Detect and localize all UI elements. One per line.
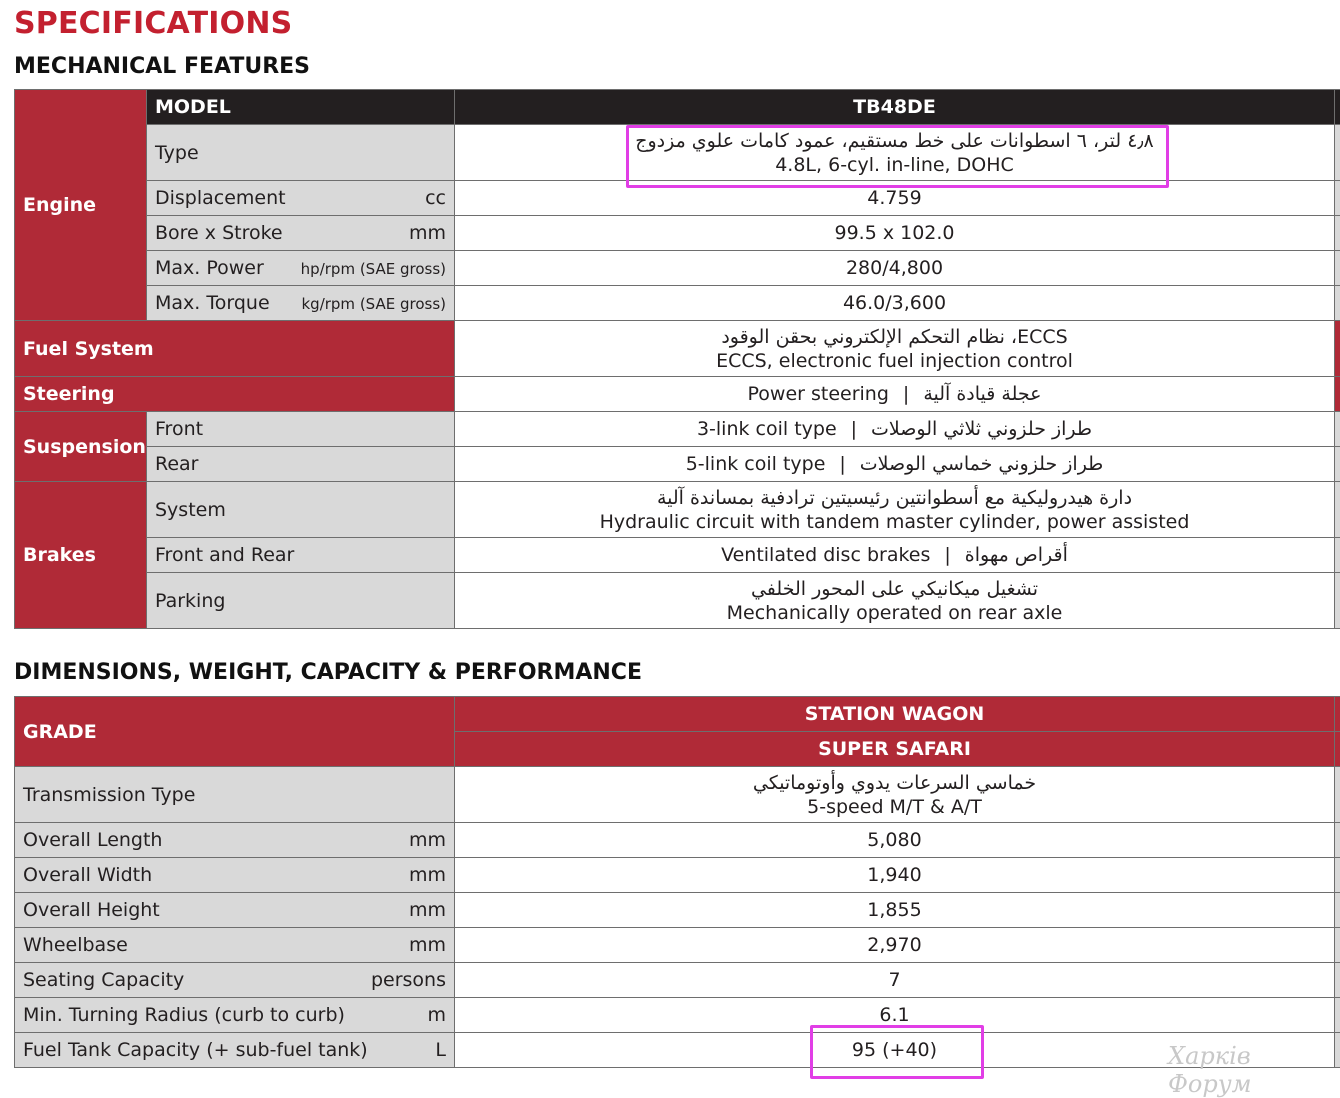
row-unit: m (427, 1004, 446, 1026)
row-label: Wheelbase (23, 934, 128, 956)
edge-cell (1335, 447, 1340, 482)
suspension-front-label: Front (147, 412, 455, 447)
displacement-unit: cc (425, 187, 446, 209)
model-value: TB48DE (455, 90, 1335, 125)
brakes-system-arabic: دارة هيدروليكية مع أسطوانتين رئيسيتين ترادفية بمساندة آلية (463, 486, 1326, 510)
table-row (15, 963, 455, 998)
engine-type-english: 4.8L, 6-cyl. in-line, DOHC (463, 153, 1326, 177)
brakes-system-english: Hydraulic circuit with tandem master cylinder, power assisted (463, 510, 1326, 534)
watermark: Харків Форум (1168, 1042, 1340, 1098)
row-value: 95 (+40) (455, 1033, 1335, 1068)
transmission-label: Transmission Type (15, 767, 455, 823)
max-power-value: 280/4,800 (455, 251, 1335, 286)
suspension-rear-arabic: طراز حلزوني خماسي الوصلات (860, 453, 1104, 475)
edge-cell (1335, 125, 1340, 181)
suspension-rear-english: 5-link coil type (686, 453, 826, 475)
engine-type-arabic: ٤٫٨ لتر، ٦ اسطوانات على خط مستقيم، عمود كامات علوي مزدوج (463, 129, 1326, 153)
row-value: 7 (455, 963, 1335, 998)
table-row (15, 823, 455, 858)
row-unit: mm (409, 934, 446, 956)
steering-separator: | (889, 383, 923, 405)
table-row (15, 928, 455, 963)
body-type: STATION WAGON (455, 697, 1335, 732)
edge-cell (1335, 90, 1340, 125)
edge-cell (1335, 823, 1340, 858)
fuel-system-arabic: ECCS، نظام التحكم الإلكتروني بحقن الوقود (463, 325, 1326, 349)
suspension-front-separator: | (837, 418, 871, 440)
suspension-front-arabic: طراز حلزوني ثلاثي الوصلات (871, 418, 1092, 440)
steering-arabic: عجلة قيادة آلية (923, 383, 1041, 405)
edge-cell (1335, 998, 1340, 1033)
brakes-front-rear-value (455, 538, 1335, 573)
bore-stroke-value: 99.5 x 102.0 (455, 216, 1335, 251)
transmission-arabic: خماسي السرعات يدوي وأوتوماتيكي (463, 771, 1326, 795)
row-label: Seating Capacity (23, 969, 184, 991)
brakes-system-label: System (147, 482, 455, 538)
table-row (15, 893, 455, 928)
brakes-parking-arabic: تشغيل ميكانيكي على المحور الخلفي (463, 577, 1326, 601)
grade-label: GRADE (15, 697, 455, 767)
max-power-cell (147, 251, 455, 286)
edge-cell (1335, 767, 1340, 823)
suspension-label: Suspension (15, 412, 147, 482)
brakes-front-rear-label: Front and Rear (147, 538, 455, 573)
row-unit: L (435, 1039, 446, 1061)
edge-cell (1335, 858, 1340, 893)
edge-cell (1335, 181, 1340, 216)
row-unit: mm (409, 864, 446, 886)
row-value: 2,970 (455, 928, 1335, 963)
steering-value (455, 377, 1335, 412)
brakes-label: Brakes (15, 482, 147, 629)
max-torque-unit: kg/rpm (SAE gross) (301, 295, 446, 313)
row-value: 5,080 (455, 823, 1335, 858)
transmission-value (455, 767, 1335, 823)
row-value: 6.1 (455, 998, 1335, 1033)
max-power-label: Max. Power (155, 257, 264, 279)
engine-type-highlight (626, 125, 1169, 188)
edge-cell (1335, 482, 1340, 538)
engine-label: Engine (15, 90, 147, 321)
suspension-front-english: 3-link coil type (697, 418, 837, 440)
grade-name: SUPER SAFARI (455, 732, 1335, 767)
dimensions-heading: DIMENSIONS, WEIGHT, CAPACITY & PERFORMANCE (14, 660, 642, 685)
suspension-rear-value (455, 447, 1335, 482)
fuel-system-value (455, 321, 1335, 377)
row-label: Overall Height (23, 899, 160, 921)
row-unit: mm (409, 899, 446, 921)
row-value: 1,940 (455, 858, 1335, 893)
bore-stroke-cell (147, 216, 455, 251)
suspension-rear-label: Rear (147, 447, 455, 482)
suspension-rear-separator: | (825, 453, 859, 475)
suspension-front-value (455, 412, 1335, 447)
brakes-front-rear-english: Ventilated disc brakes (721, 544, 930, 566)
edge-cell (1335, 251, 1340, 286)
bore-stroke-unit: mm (409, 222, 446, 244)
mechanical-heading: MECHANICAL FEATURES (14, 54, 310, 79)
brakes-front-rear-arabic: أقراص مهواة (965, 544, 1068, 566)
dimensions-table (14, 696, 1340, 1068)
edge-cell (1335, 697, 1340, 732)
displacement-value: 4.759 (455, 181, 1335, 216)
row-label: Overall Length (23, 829, 162, 851)
edge-cell (1335, 377, 1340, 412)
page-title: SPECIFICATIONS (14, 6, 292, 41)
brakes-parking-value (455, 573, 1335, 629)
displacement-cell (147, 181, 455, 216)
row-label: Fuel Tank Capacity (+ sub-fuel tank) (23, 1039, 368, 1061)
fuel-system-label: Fuel System (15, 321, 455, 377)
steering-english: Power steering (748, 383, 889, 405)
edge-cell (1335, 286, 1340, 321)
row-label: Min. Turning Radius (curb to curb) (23, 1004, 345, 1026)
displacement-label: Displacement (155, 187, 286, 209)
max-torque-label: Max. Torque (155, 292, 270, 314)
table-row (15, 998, 455, 1033)
brakes-parking-english: Mechanically operated on rear axle (463, 601, 1326, 625)
edge-cell (1335, 538, 1340, 573)
engine-type-label: Type (147, 125, 455, 181)
max-power-unit: hp/rpm (SAE gross) (301, 260, 446, 278)
steering-label: Steering (15, 377, 455, 412)
fuel-system-english: ECCS, electronic fuel injection control (463, 349, 1326, 373)
edge-cell (1335, 928, 1340, 963)
edge-cell (1335, 573, 1340, 629)
row-unit: mm (409, 829, 446, 851)
max-torque-value: 46.0/3,600 (455, 286, 1335, 321)
transmission-english: 5-speed M/T & A/T (463, 795, 1326, 819)
edge-cell (1335, 412, 1340, 447)
edge-cell (1335, 216, 1340, 251)
brakes-parking-label: Parking (147, 573, 455, 629)
edge-cell (1335, 963, 1340, 998)
edge-cell (1335, 732, 1340, 767)
fuel-tank-highlight (810, 1025, 984, 1079)
edge-cell (1335, 893, 1340, 928)
row-unit: persons (371, 969, 446, 991)
edge-cell (1335, 321, 1340, 377)
row-value: 1,855 (455, 893, 1335, 928)
table-row (15, 858, 455, 893)
model-label: MODEL (147, 90, 455, 125)
brakes-system-value (455, 482, 1335, 538)
brakes-front-rear-separator: | (930, 544, 964, 566)
table-row (15, 1033, 455, 1068)
bore-stroke-label: Bore x Stroke (155, 222, 283, 244)
max-torque-cell (147, 286, 455, 321)
row-label: Overall Width (23, 864, 152, 886)
